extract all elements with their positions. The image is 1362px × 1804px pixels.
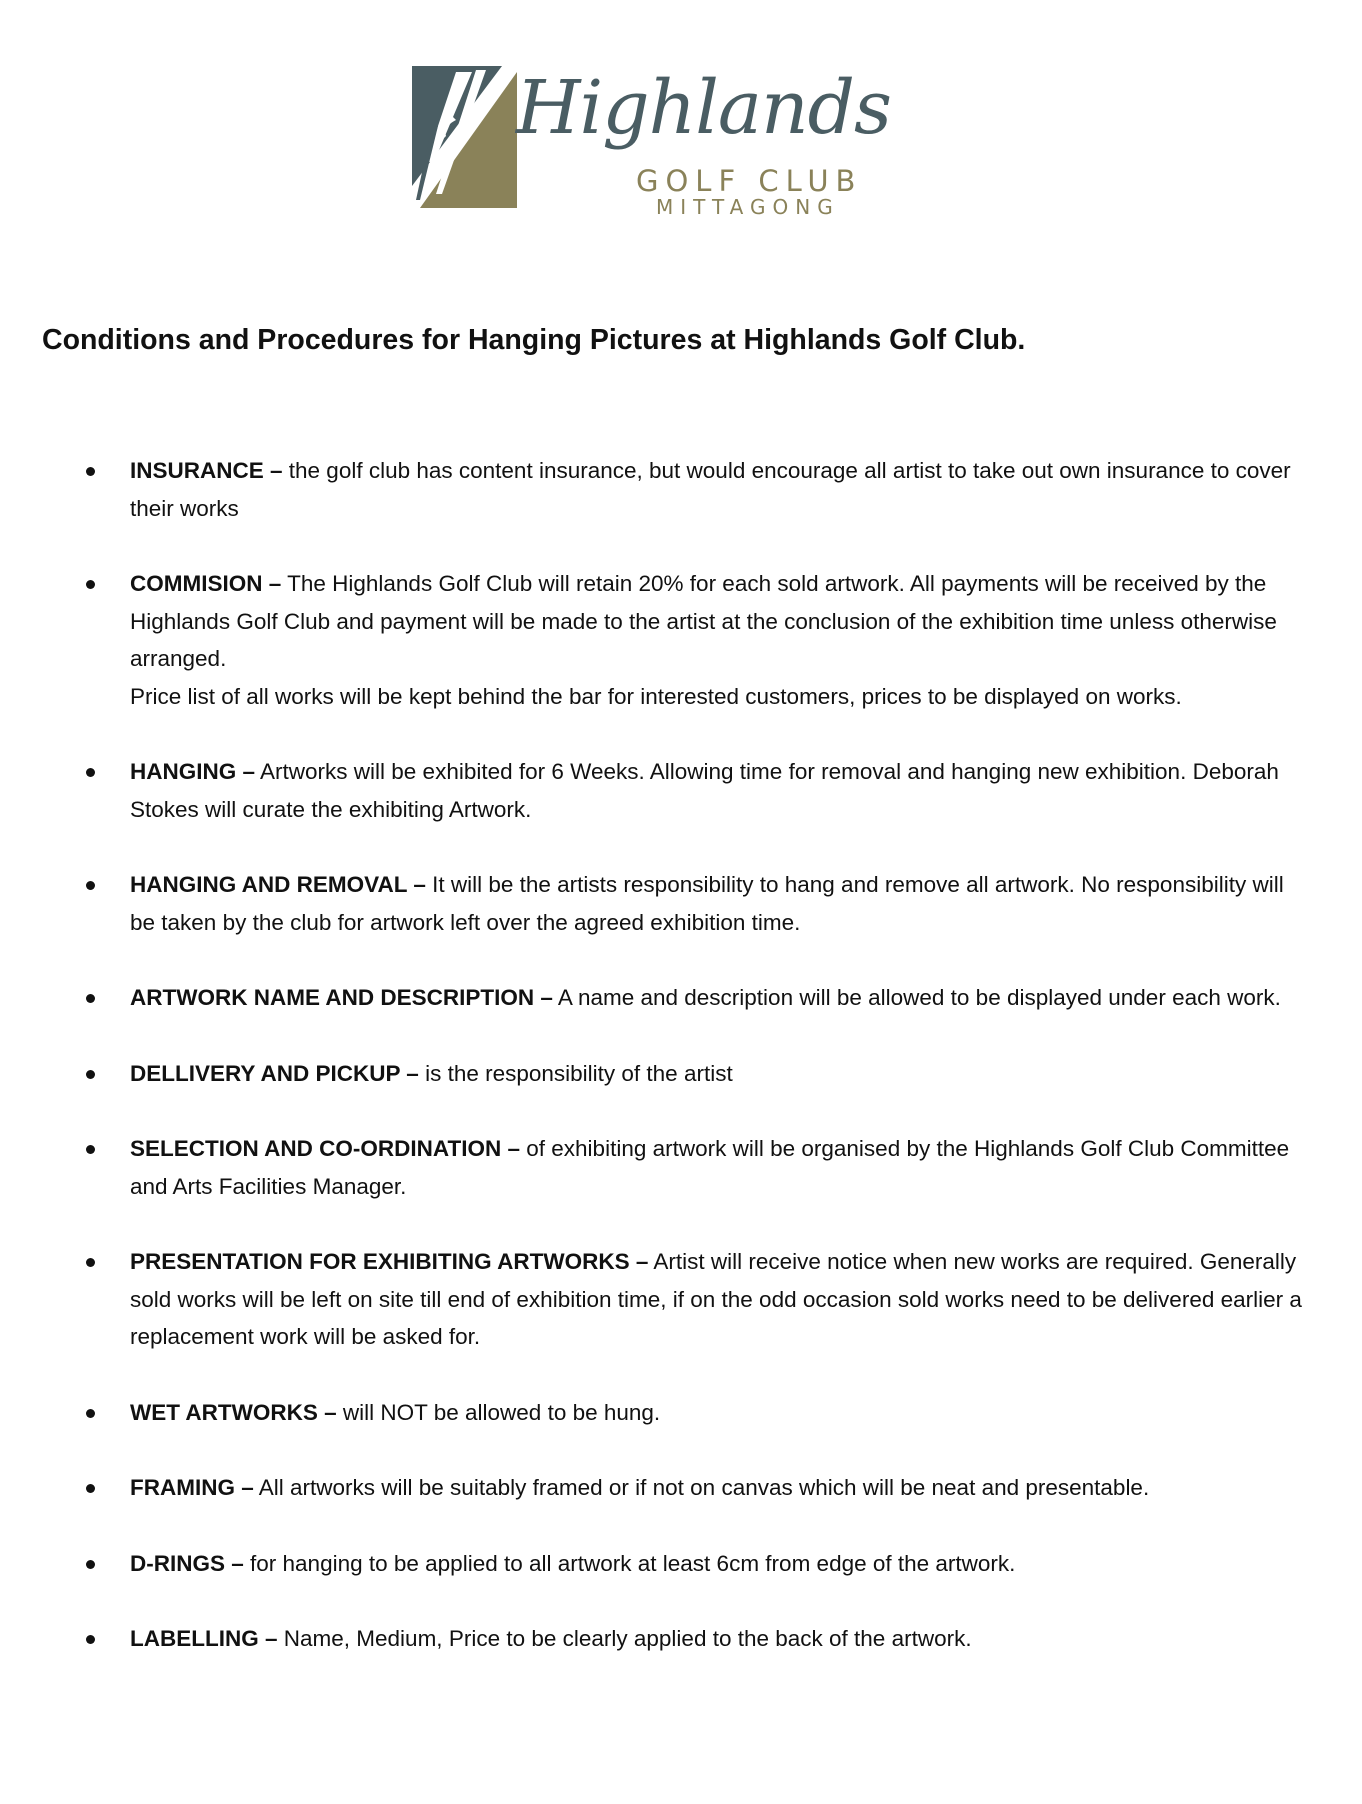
bullet-icon (86, 881, 95, 890)
logo-golf-club: GOLF CLUB (636, 164, 863, 198)
list-item (84, 979, 1304, 1017)
list-item (84, 1620, 1304, 1658)
list-item (84, 1469, 1304, 1507)
condition-text: for hanging to be applied to all artwork at least 6cm from edge of the artwork. (243, 1550, 1016, 1576)
condition-text: Name, Medium, Price to be clearly applied to the back of the artwork. (277, 1626, 972, 1651)
condition-term: LABELLING – (130, 1626, 278, 1651)
bullet-icon (86, 580, 95, 589)
condition-term: DELLIVERY AND PICKUP – (130, 1060, 419, 1086)
list-item (84, 1055, 1304, 1093)
bullet-icon (86, 768, 95, 777)
bullet-icon (86, 1409, 95, 1418)
condition-text: A name and description will be allowed to be displayed under each work. (552, 985, 1281, 1010)
condition-term: INSURANCE – (130, 458, 283, 483)
conditions-list (84, 452, 1304, 1696)
page-title: Conditions and Procedures for Hanging Pictures at Highlands Golf Club. (42, 324, 1026, 356)
condition-term: HANGING – (130, 759, 256, 784)
list-item (84, 1243, 1304, 1356)
bullet-icon (86, 1560, 95, 1569)
bullet-icon (86, 1070, 95, 1079)
condition-text: It will be the artists responsibility to hang and remove all artwork. No responsibility will be taken by the club for artwork left over the agreed exhibition time. (130, 872, 1284, 935)
list-item (84, 452, 1304, 527)
condition-text: of exhibiting artwork will be organised by the Highlands Golf Club Committee and Arts Facilities Manager. (130, 1136, 1290, 1199)
condition-term: SELECTION AND CO-ORDINATION – (130, 1136, 521, 1161)
condition-term: WET ARTWORKS – (130, 1399, 337, 1425)
condition-text: will NOT be allowed to be hung. (336, 1399, 661, 1425)
list-item (84, 866, 1304, 941)
condition-text: The Highlands Golf Club will retain 20% for each sold artwork. All payments will be received by the Highlands Golf Club and payment will be made to the artist at the conclusion of the exhibition time unless otherwise arranged. (130, 571, 1277, 671)
bullet-icon (86, 1145, 95, 1154)
logo-wordmark: Highlands (516, 65, 892, 151)
condition-text: All artworks will be suitably framed or if not on canvas which will be neat and presentable. (253, 1475, 1150, 1500)
condition-text: Artist will receive notice when new works are required. Generally sold works will be left on site till end of exhibition time, if on the odd occasion sold works need to be delivered earlier a replacement work will be asked for. (130, 1249, 1302, 1349)
list-item (84, 1130, 1304, 1205)
bullet-icon (86, 1258, 95, 1267)
condition-term: FRAMING – (130, 1475, 254, 1500)
condition-text: Artworks will be exhibited for 6 Weeks. Allowing time for removal and hanging new exhibition. Deborah Stokes will curate the exhibiting Artwork. (130, 759, 1279, 822)
condition-term: COMMISION – (130, 571, 282, 596)
condition-text: the golf club has content insurance, but would encourage all artist to take out own insurance to cover their works (130, 458, 1291, 521)
condition-term: ARTWORK NAME AND DESCRIPTION – (130, 985, 553, 1010)
club-logo (412, 64, 892, 224)
condition-extra: Price list of all works will be kept behind the bar for interested customers, prices to be displayed on works. (130, 683, 1182, 709)
bullet-icon (86, 467, 95, 476)
golfer-emblem-icon (412, 66, 517, 208)
bullet-icon (86, 1484, 95, 1493)
logo-location: MITTAGONG (656, 195, 840, 219)
list-item (84, 1545, 1304, 1583)
list-item (84, 1394, 1304, 1432)
condition-term: HANGING AND REMOVAL – (130, 872, 426, 897)
bullet-icon (86, 1635, 95, 1644)
bullet-icon (86, 994, 95, 1003)
list-item (84, 565, 1304, 715)
list-item (84, 753, 1304, 828)
condition-term: D-RINGS – (130, 1550, 244, 1576)
condition-text: is the responsibility of the artist (418, 1060, 733, 1086)
condition-term: PRESENTATION FOR EXHIBITING ARTWORKS – (130, 1249, 649, 1274)
